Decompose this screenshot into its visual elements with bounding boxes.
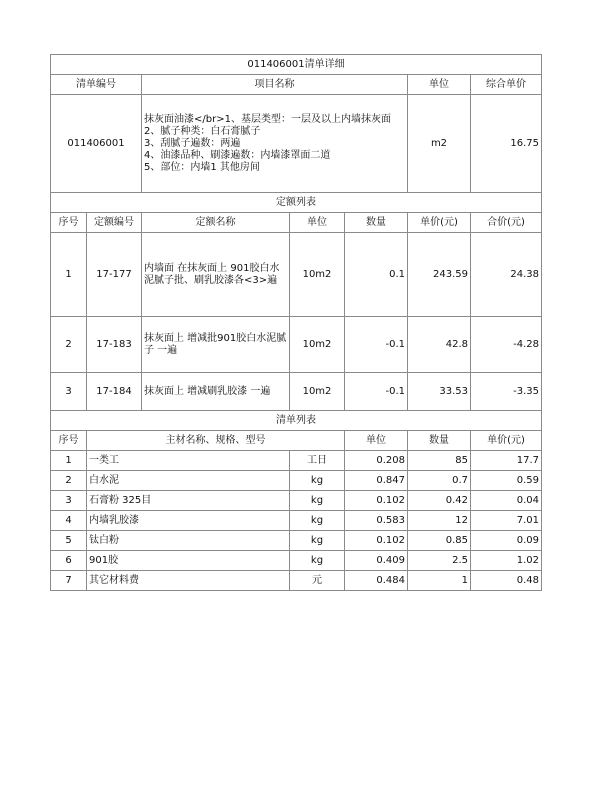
bill-unit-price: 16.75 (471, 95, 542, 193)
material-unit: 元 (290, 571, 345, 591)
material-unit-header: 单位 (345, 431, 408, 451)
quota-qty: 0.1 (345, 233, 408, 317)
material-total: 0.09 (471, 531, 542, 551)
material-seq: 3 (51, 491, 87, 511)
material-seq: 1 (51, 451, 87, 471)
quota-seq: 1 (51, 233, 87, 317)
quota-name: 抹灰面上 增减批901胶白水泥腻子 一遍 (142, 317, 290, 373)
material-price-header: 单价(元) (471, 431, 542, 451)
material-section-row (51, 411, 542, 431)
material-name: 钛白粉 (87, 531, 290, 551)
material-qty: 0.847 (345, 471, 408, 491)
material-price: 0.85 (408, 531, 471, 551)
quota-code-header: 定额编号 (87, 213, 142, 233)
quota-header-row (51, 213, 542, 233)
quota-total: -4.28 (471, 317, 542, 373)
material-price: 0.42 (408, 491, 471, 511)
material-qty: 0.208 (345, 451, 408, 471)
material-row (51, 571, 542, 591)
bill-unit-header: 单位 (408, 75, 471, 95)
material-qty: 0.583 (345, 511, 408, 531)
material-total: 17.7 (471, 451, 542, 471)
bill-unit: m2 (408, 95, 471, 193)
bill-code: 011406001 (51, 95, 142, 193)
material-seq: 4 (51, 511, 87, 531)
material-row (51, 551, 542, 571)
bill-name-header: 项目名称 (142, 75, 408, 95)
material-qty: 0.484 (345, 571, 408, 591)
sheet-title: 011406001清单详细 (51, 55, 542, 75)
quota-row (51, 373, 542, 411)
bill-detail-table (50, 54, 542, 591)
quota-seq: 3 (51, 373, 87, 411)
material-qty-header: 数量 (408, 431, 471, 451)
quota-seq-header: 序号 (51, 213, 87, 233)
material-name: 白水泥 (87, 471, 290, 491)
material-seq: 5 (51, 531, 87, 551)
quota-code: 17-177 (87, 233, 142, 317)
quota-code: 17-183 (87, 317, 142, 373)
quota-section-title: 定额列表 (51, 193, 542, 213)
material-unit: kg (290, 491, 345, 511)
quota-section-row (51, 193, 542, 213)
quota-price-header: 单价(元) (408, 213, 471, 233)
material-section-title: 清单列表 (51, 411, 542, 431)
quota-seq: 2 (51, 317, 87, 373)
material-seq-header: 序号 (51, 431, 87, 451)
material-qty: 0.409 (345, 551, 408, 571)
quota-total: -3.35 (471, 373, 542, 411)
material-name-header: 主材名称、规格、型号 (87, 431, 345, 451)
material-seq: 2 (51, 471, 87, 491)
material-header-row (51, 431, 542, 451)
quota-unit: 10m2 (290, 373, 345, 411)
material-total: 0.59 (471, 471, 542, 491)
material-unit: 工日 (290, 451, 345, 471)
material-unit: kg (290, 511, 345, 531)
bill-row (51, 95, 542, 193)
quota-qty: -0.1 (345, 317, 408, 373)
material-qty: 0.102 (345, 531, 408, 551)
material-name: 其它材料费 (87, 571, 290, 591)
quota-name-header: 定额名称 (142, 213, 290, 233)
material-price: 2.5 (408, 551, 471, 571)
quota-name: 内墙面 在抹灰面上 901胶白水泥腻子批、刷乳胶漆各<3>遍 (142, 233, 290, 317)
bill-unit-price-header: 综合单价 (471, 75, 542, 95)
quota-code: 17-184 (87, 373, 142, 411)
quota-total: 24.38 (471, 233, 542, 317)
bill-description: 抹灰面油漆</br>1、基层类型：一层及以上内墙抹灰面 2、腻子种类：白石膏腻子 3、刮腻子遍数：两遍 4、油漆品种、刷漆遍数：内墙漆罩面二道 5、部位：内墙1 其他房间 (142, 95, 408, 193)
quota-price: 42.8 (408, 317, 471, 373)
material-price: 0.7 (408, 471, 471, 491)
material-price: 85 (408, 451, 471, 471)
material-name: 内墙乳胶漆 (87, 511, 290, 531)
material-total: 0.48 (471, 571, 542, 591)
material-name: 一类工 (87, 451, 290, 471)
material-total: 0.04 (471, 491, 542, 511)
quota-unit-header: 单位 (290, 213, 345, 233)
bill-header-row (51, 75, 542, 95)
quota-unit: 10m2 (290, 317, 345, 373)
material-price: 12 (408, 511, 471, 531)
quota-unit: 10m2 (290, 233, 345, 317)
material-row (51, 491, 542, 511)
material-price: 1 (408, 571, 471, 591)
bill-code-header: 清单编号 (51, 75, 142, 95)
quota-name: 抹灰面上 增减刷乳胶漆 一遍 (142, 373, 290, 411)
material-unit: kg (290, 531, 345, 551)
material-name: 901胶 (87, 551, 290, 571)
material-row (51, 531, 542, 551)
material-seq: 7 (51, 571, 87, 591)
quota-price: 243.59 (408, 233, 471, 317)
material-row (51, 511, 542, 531)
material-qty: 0.102 (345, 491, 408, 511)
material-seq: 6 (51, 551, 87, 571)
quota-qty: -0.1 (345, 373, 408, 411)
quota-row (51, 233, 542, 317)
title-row (51, 55, 542, 75)
material-row (51, 451, 542, 471)
quota-row (51, 317, 542, 373)
quota-total-header: 合价(元) (471, 213, 542, 233)
quota-qty-header: 数量 (345, 213, 408, 233)
material-unit: kg (290, 551, 345, 571)
quota-price: 33.53 (408, 373, 471, 411)
material-total: 7.01 (471, 511, 542, 531)
material-name: 石膏粉 325目 (87, 491, 290, 511)
material-total: 1.02 (471, 551, 542, 571)
material-unit: kg (290, 471, 345, 491)
material-row (51, 471, 542, 491)
